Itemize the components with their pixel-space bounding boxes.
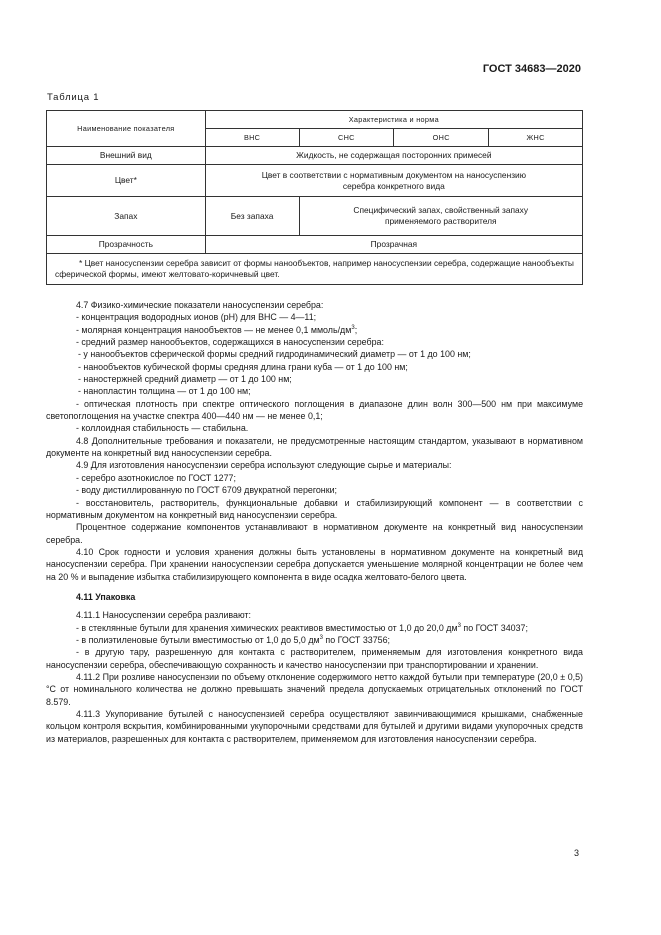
s411-p3: 4.11.3 Укупоривание бутылей с наносуспензией серебра осуществляют завинчивающимися крышками, снабженные кольцом контроля вскрытия, комбинированными укупорочными средствами для бутылей и другими видами укупорочных средств из материалов, разрешенных для контакта с растворителем, применяемом для изготовления наносуспензии серебра. bbox=[46, 709, 583, 744]
subcol-vns: ВНС bbox=[205, 129, 299, 147]
s47-size: - средний размер нанообъектов, содержащихся в наносуспензии серебра: bbox=[76, 337, 384, 348]
s411-heading: 4.11 Упаковка bbox=[76, 591, 136, 602]
s48: 4.8 Дополнительные требования и показатели, не предусмотренные настоящим стандартом, указывают в нормативном документе на конкретный вид наносуспензии серебра. bbox=[46, 435, 583, 459]
subcol-ons: ОНС bbox=[394, 129, 489, 147]
s47-colloid: - коллоидная стабильность — стабильна. bbox=[76, 423, 249, 434]
s411-other: - в другую тару, разрешенную для контакта с растворителем, применяемым для изготовления конкретного вида наносуспензии серебра, обеспечивающую сохранность и качество наносуспензии при транспортировании и хранении. bbox=[46, 647, 583, 670]
s47-intro: 4.7 Физико-химические показатели наносуспензии серебра: bbox=[76, 300, 324, 310]
s47-molar: - молярная концентрация нанообъектов — не менее 0,1 ммоль/$дм^3$; bbox=[76, 324, 358, 335]
list-item: - воду дистиллированную по ГОСТ 6709 двукратной перегонки; bbox=[76, 485, 337, 496]
row-value-vns: Без запаха bbox=[205, 197, 299, 236]
table-row bbox=[47, 147, 583, 165]
row-value: Цвет в соответствии с нормативным документом на наносуспензию серебра конкретного вида bbox=[205, 165, 582, 197]
s411-p2: 4.11.2 При розливе наносуспензии по объему отклонение содержимого нетто каждой бутыли при температуре (20,0 ± 0,5) °С от номинального количества не должно превышать значений предела допускаемых отрицательных отклонений по ГОСТ 8.579. bbox=[46, 671, 583, 707]
table-row bbox=[47, 197, 583, 236]
list-item: - у нанообъектов сферической формы средний гидродинамический диаметр — от 1 до 100 нм; bbox=[78, 349, 471, 360]
s410: 4.10 Срок годности и условия хранения должны быть установлены в нормативном документе на конкретный вид наносуспензии серебра. При хранении наносуспензии серебра допускается уменьшение молярной концентрации не более чем на 20 % и выпадение избытка стабилизирующего компонента в виде осадка желтовато-белого цвета. bbox=[46, 546, 583, 582]
s49-percent: Процентное содержание компонентов устанавливают в нормативном документе на конкретный вид наносуспензии серебра. bbox=[46, 522, 583, 545]
s47-optical: - оптическая плотность при спектре оптического поглощения в диапазоне длин волн 300—500 нм при максимуме светопоглощения на участке спектра 400—440 нм — не менее 0,1; bbox=[46, 398, 583, 422]
table-row bbox=[47, 236, 583, 254]
subcol-zhns: ЖНС bbox=[489, 129, 583, 147]
list-item: - восстановитель, растворитель, функциональные добавки и стабилизирующий компонент — в соответствии с нормативным документом на конкретный вид наносуспензии серебра. bbox=[46, 497, 583, 520]
table-footnote: * Цвет наносуспензии серебра зависит от формы нанообъектов, например наносуспензии серебра, содержащие нанообъекты сферической формы, имеют желтовато-коричневый цвет. bbox=[47, 254, 583, 285]
col-header-name: Наименование показателя bbox=[47, 111, 206, 147]
list-item: - наностержней средний диаметр — от 1 до 100 нм; bbox=[78, 374, 292, 385]
table-row bbox=[47, 165, 583, 197]
page-number: 3 bbox=[574, 848, 580, 858]
table-footnote-row bbox=[47, 254, 583, 285]
table-caption: Таблица 1 bbox=[47, 92, 100, 103]
s411-poly: - в полиэтиленовые бутыли вместимостью от 1,0 до 5,0 $дм^3$ по ГОСТ 33756; bbox=[76, 634, 390, 645]
row-name: Запах bbox=[47, 197, 206, 236]
s411-glass: - в стеклянные бутыли для хранения химических реактивов вместимостью от 1,0 до 20,0 $дм^3$ по ГОСТ 34037; bbox=[76, 622, 528, 633]
list-item: - серебро азотнокислое по ГОСТ 1277; bbox=[76, 472, 236, 483]
row-value: Прозрачная bbox=[205, 236, 582, 254]
list-item: - нанообъектов кубической формы средняя длина грани куба — от 1 до 100 нм; bbox=[78, 361, 408, 372]
s47-ph: - концентрация водородных ионов (pH) для ВНС — 4—11; bbox=[76, 312, 317, 323]
row-name: Внешний вид bbox=[47, 147, 206, 165]
list-item: - нанопластин толщина — от 1 до 100 нм; bbox=[78, 386, 251, 397]
row-name: Прозрачность bbox=[47, 236, 206, 254]
col-header-group: Характеристика и норма bbox=[205, 111, 582, 129]
document-header: ГОСТ 34683—2020 bbox=[482, 63, 581, 75]
s49-intro: 4.9 Для изготовления наносуспензии серебра используют следующие сырье и материалы: bbox=[76, 460, 452, 471]
s411-p1: 4.11.1 Наносуспензии серебра разливают: bbox=[76, 610, 251, 621]
characteristics-table bbox=[46, 110, 583, 285]
row-name: Цвет* bbox=[47, 165, 206, 197]
row-value: Жидкость, не содержащая посторонних примесей bbox=[205, 147, 582, 165]
subcol-sns: СНС bbox=[299, 129, 394, 147]
row-value-others: Специфический запах, свойственный запаху применяемого растворителя bbox=[299, 197, 583, 236]
body-text bbox=[46, 299, 583, 745]
